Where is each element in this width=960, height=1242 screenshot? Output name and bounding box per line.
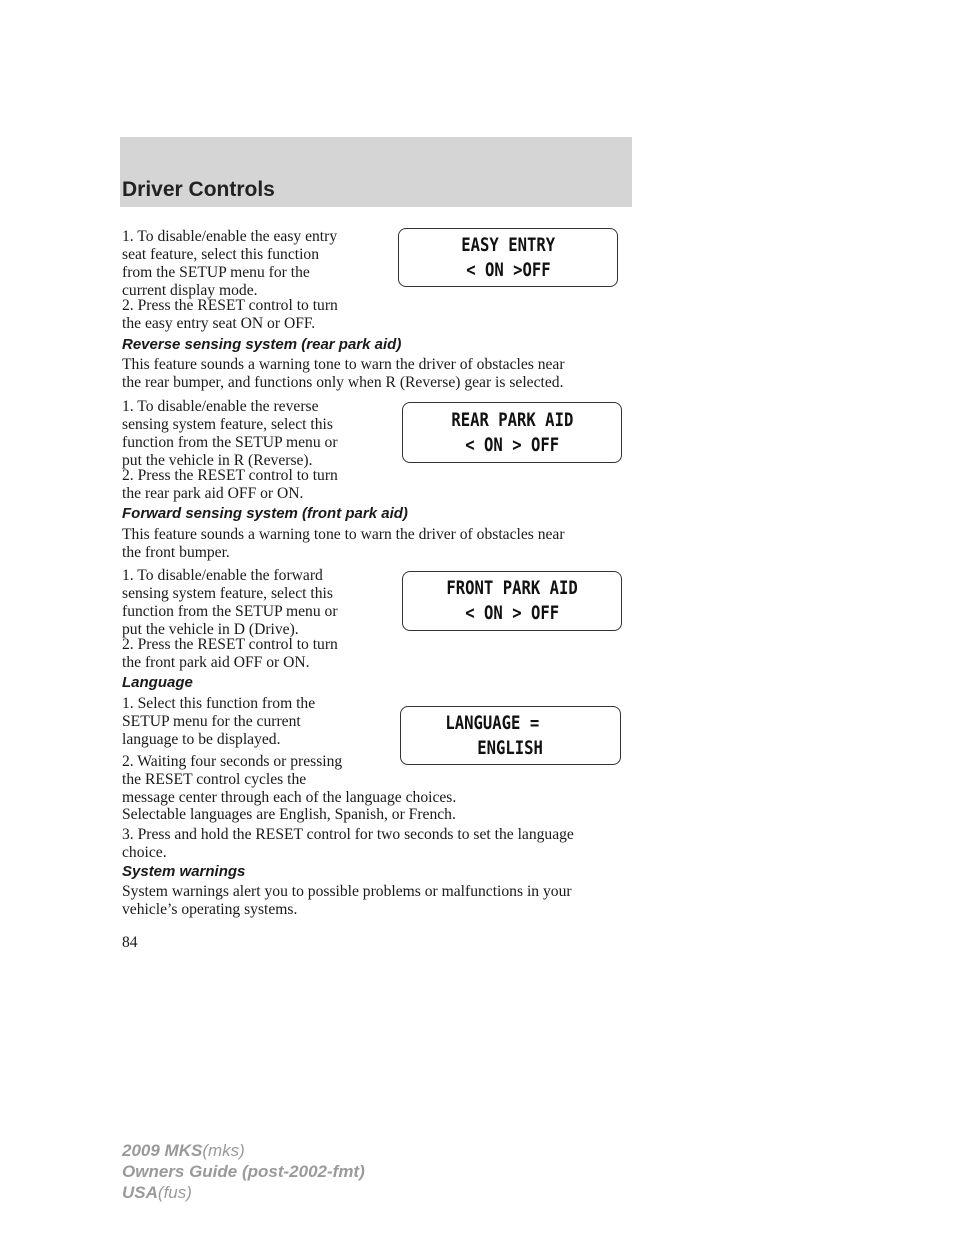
language-step1 xyxy=(122,695,315,749)
footer-market-code: (fus) xyxy=(157,1183,192,1202)
text-line: 3. Press and hold the RESET control for two seconds to set the language xyxy=(122,826,574,843)
language-step3 xyxy=(122,826,574,862)
text-line: 2. Waiting four seconds or pressing xyxy=(122,753,343,770)
easy-entry-display xyxy=(398,228,618,287)
footer-model-code: (mks) xyxy=(202,1141,245,1160)
display-line: < ON >OFF xyxy=(465,258,551,281)
text-line: the easy entry seat ON or OFF. xyxy=(122,315,316,332)
front-park-aid-heading: Forward sensing system (front park aid) xyxy=(122,505,408,522)
language-display xyxy=(400,706,621,765)
text-line: the rear park aid OFF or ON. xyxy=(122,485,304,502)
text-line: message center through each of the language choices. xyxy=(122,789,457,806)
text-line: 1. To disable/enable the reverse xyxy=(122,398,319,415)
rear-park-aid-step1 xyxy=(122,398,338,470)
display-line: FRONT PARK AID xyxy=(446,577,578,599)
text-line: from the SETUP menu for the xyxy=(122,264,310,281)
text-line: SETUP menu for the current xyxy=(122,713,301,730)
text-line: 1. To disable/enable the forward xyxy=(122,567,323,584)
display-line: < ON > OFF xyxy=(465,433,559,456)
front-park-aid-intro xyxy=(122,526,565,562)
text-line: choice. xyxy=(122,844,167,861)
text-line: the front park aid OFF or ON. xyxy=(122,654,310,671)
text-line: the front bumper. xyxy=(122,544,230,561)
language-heading: Language xyxy=(122,674,193,691)
rear-park-aid-step2 xyxy=(122,467,338,503)
easy-entry-step2 xyxy=(122,297,338,333)
text-line: sensing system feature, select this xyxy=(122,585,333,602)
document-footer xyxy=(122,1140,365,1203)
front-park-aid-display xyxy=(402,571,622,631)
easy-entry-step1 xyxy=(122,228,337,300)
text-line: This feature sounds a warning tone to warn the driver of obstacles near xyxy=(122,356,565,373)
rear-park-aid-intro xyxy=(122,356,565,392)
text-line: function from the SETUP menu or xyxy=(122,603,338,620)
footer-model: 2009 MKS xyxy=(122,1141,203,1160)
text-line: 2. Press the RESET control to turn xyxy=(122,636,338,653)
system-warnings-heading: System warnings xyxy=(122,863,246,880)
text-line: seat feature, select this function xyxy=(122,246,320,263)
footer-guide: Owners Guide (post-2002-fmt) xyxy=(122,1162,365,1181)
display-line: < ON > OFF xyxy=(465,602,559,624)
text-line: 1. To disable/enable the easy entry xyxy=(122,228,338,245)
text-line: the rear bumper, and functions only when R (Reverse) gear is selected. xyxy=(122,374,564,391)
text-line: vehicle’s operating systems. xyxy=(122,901,298,918)
rear-park-aid-heading: Reverse sensing system (rear park aid) xyxy=(122,336,402,353)
section-title: Driver Controls xyxy=(122,178,275,201)
text-line: sensing system feature, select this xyxy=(122,416,333,433)
display-line: LANGUAGE = xyxy=(444,711,539,734)
page-number: 84 xyxy=(122,934,138,951)
display-line: ENGLISH xyxy=(477,736,544,759)
front-park-aid-step2 xyxy=(122,636,338,672)
text-line: current display mode. xyxy=(122,282,258,299)
rear-park-aid-display xyxy=(402,402,622,463)
display-line: REAR PARK AID xyxy=(451,408,573,431)
text-line: System warnings alert you to possible problems or malfunctions in your xyxy=(122,883,572,900)
text-line: This feature sounds a warning tone to warn the driver of obstacles near xyxy=(122,526,565,543)
language-selectable: Selectable languages are English, Spanish, or French. xyxy=(122,806,456,823)
front-park-aid-step1 xyxy=(122,567,338,639)
text-line: language to be displayed. xyxy=(122,731,281,748)
text-line: 1. Select this function from the xyxy=(122,695,316,712)
text-line: 2. Press the RESET control to turn xyxy=(122,467,338,484)
footer-market: USA xyxy=(122,1183,158,1202)
text-line: the RESET control cycles the xyxy=(122,771,307,788)
system-warnings-intro xyxy=(122,883,572,919)
text-line: put the vehicle in R (Reverse). xyxy=(122,452,313,469)
text-line: function from the SETUP menu or xyxy=(122,434,338,451)
display-line: EASY ENTRY xyxy=(461,233,555,256)
text-line: 2. Press the RESET control to turn xyxy=(122,297,338,314)
text-line: put the vehicle in D (Drive). xyxy=(122,621,299,638)
